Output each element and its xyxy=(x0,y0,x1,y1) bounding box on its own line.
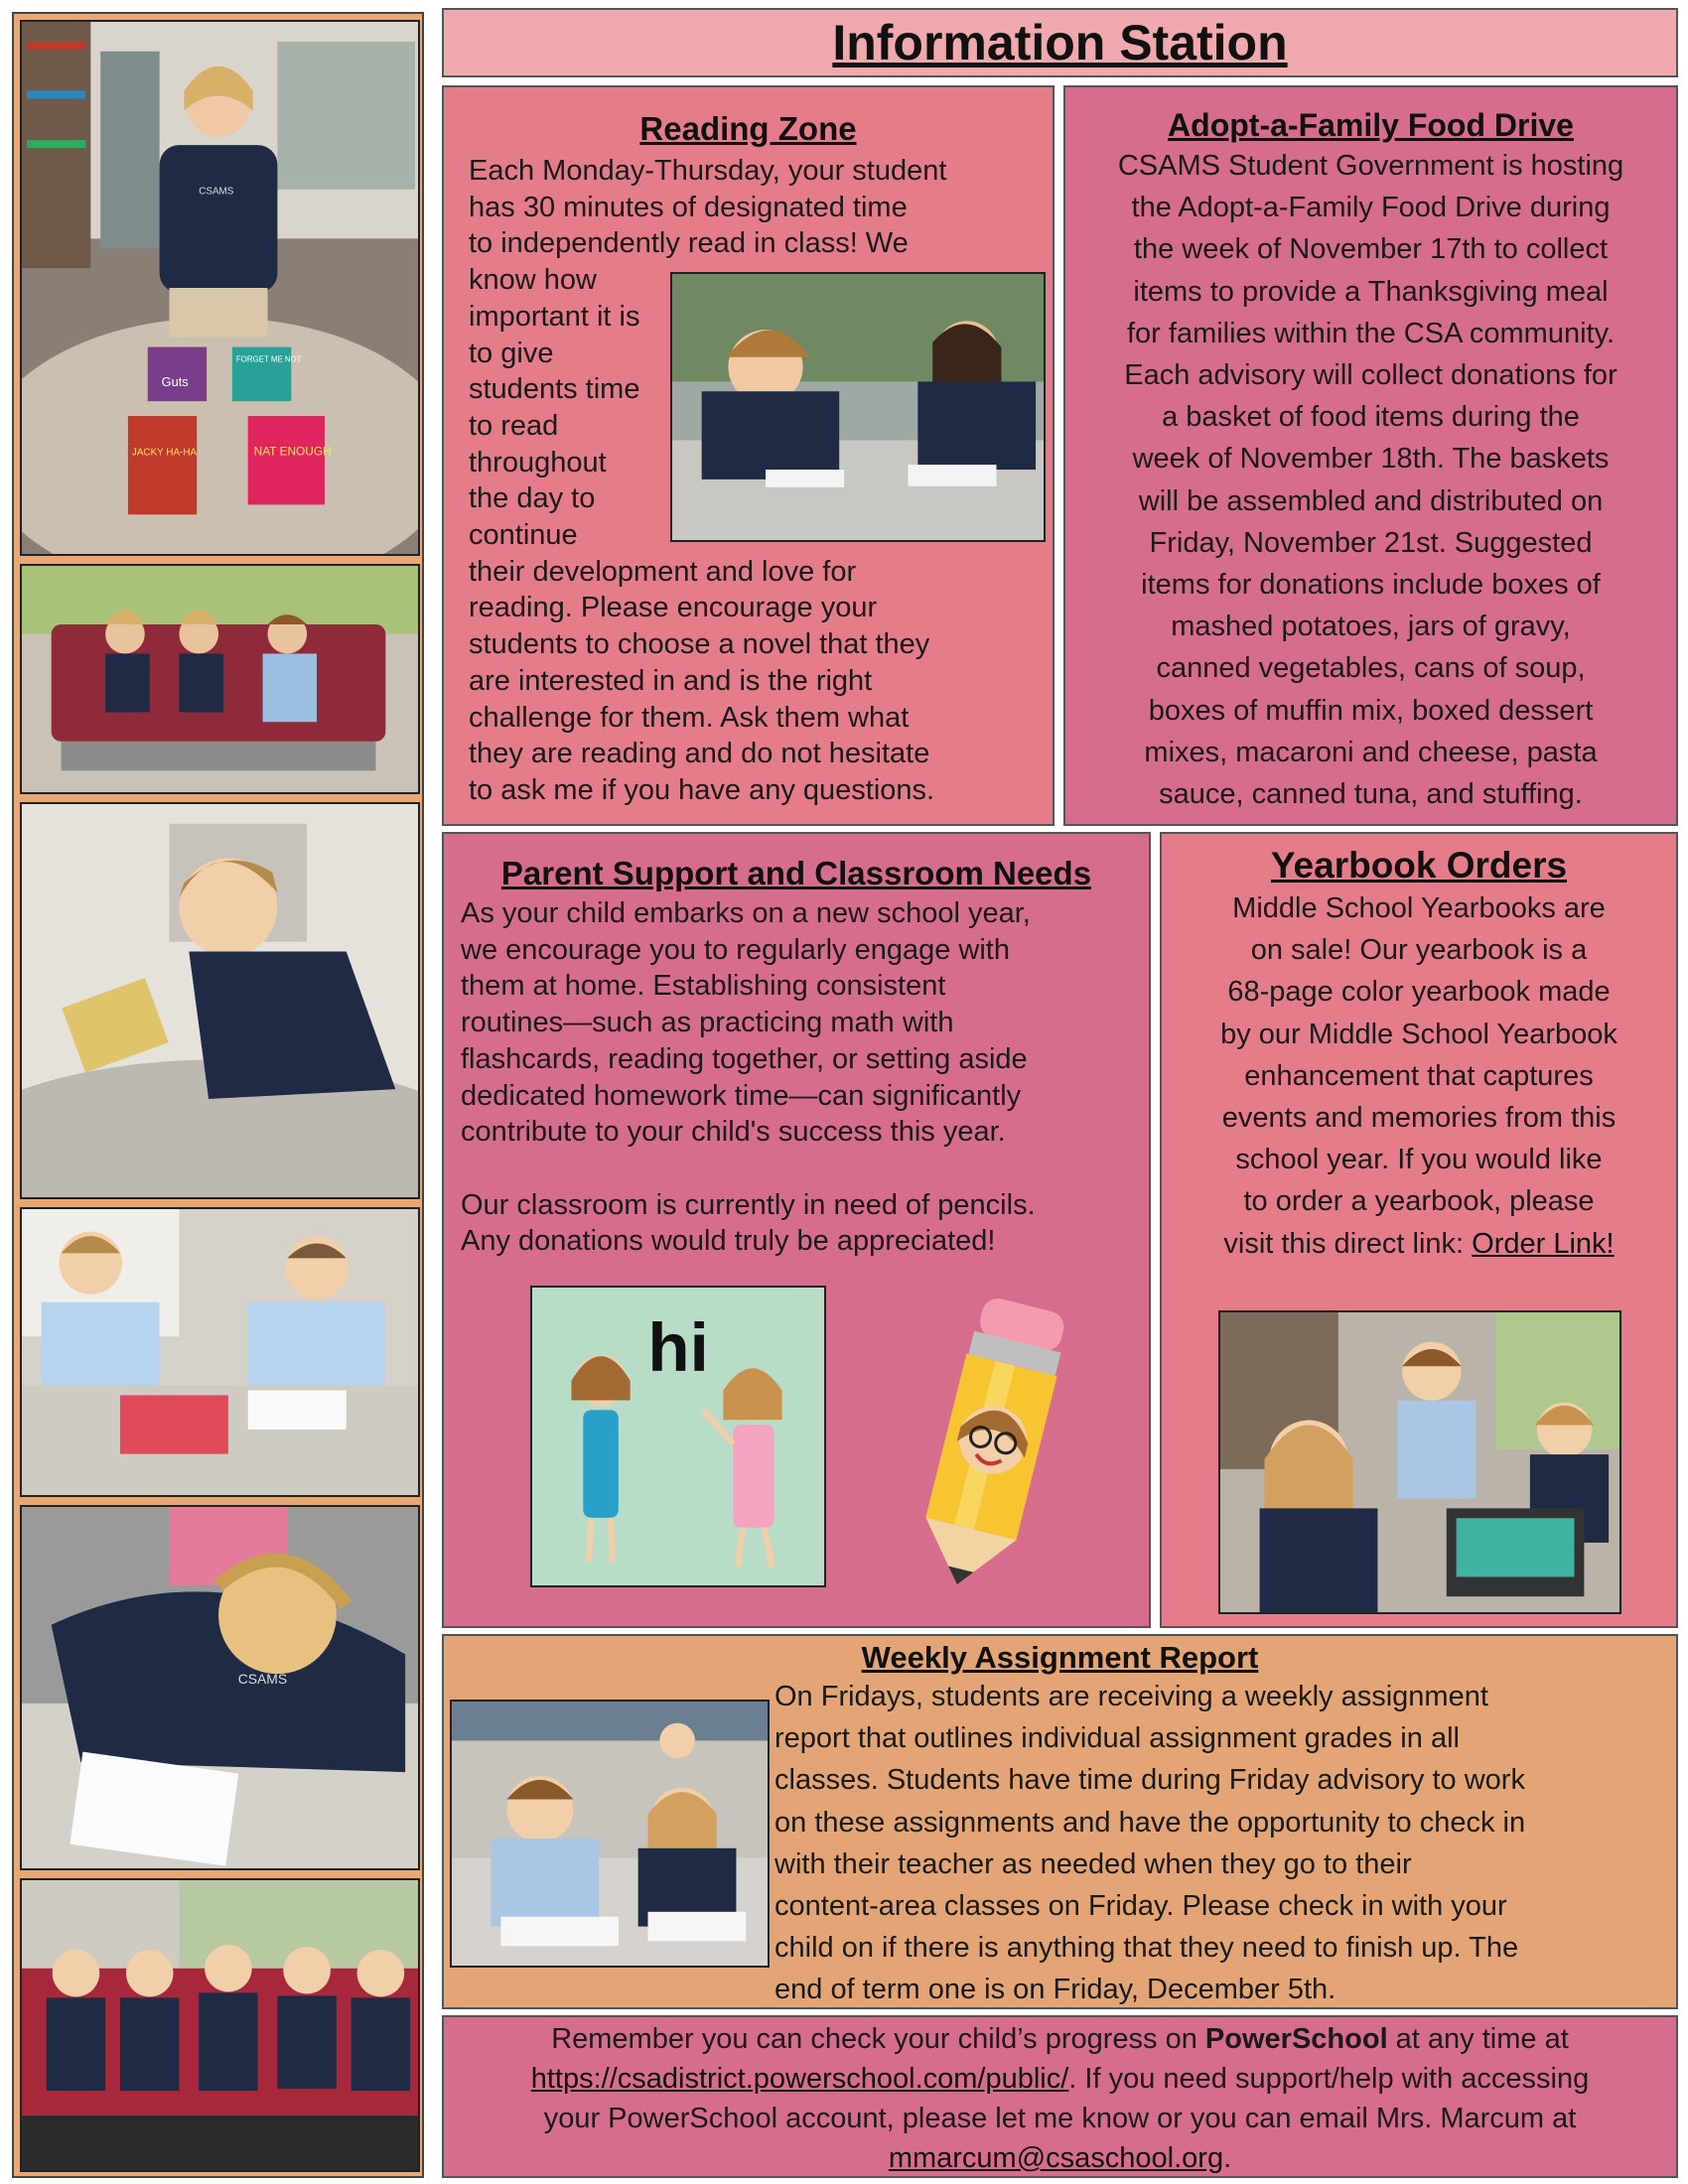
footer-help-text: . If you need support/help with accessing xyxy=(1068,2063,1590,2095)
adopt-line: items to provide a Thanksgiving meal xyxy=(1133,275,1609,308)
weekly-report-title: Weekly Assignment Report xyxy=(861,1640,1259,1675)
yearbook-panel xyxy=(1160,832,1678,1628)
yearbook-line: on sale! Our yearbook is a xyxy=(1250,934,1588,967)
photo-student-writing xyxy=(20,1505,420,1870)
book-title-jacky: JACKY HA-HA xyxy=(131,447,198,459)
weekly-line: end of term one is on Friday, December 5th. xyxy=(774,1974,1336,2006)
parent-line: routines—such as practicing math with xyxy=(461,1007,954,1039)
adopt-line: Each advisory will collect donations for xyxy=(1124,359,1618,392)
footer-panel xyxy=(442,2015,1678,2178)
order-link[interactable]: Order Link! xyxy=(1472,1227,1615,1260)
yearbook-line: enhancement that captures xyxy=(1244,1059,1594,1092)
reading-line: reading. Please encourage your xyxy=(469,592,878,624)
reading-line: has 30 minutes of designated time xyxy=(469,191,908,223)
reading-line: continue xyxy=(469,519,578,552)
parent-line: them at home. Establishing consistent xyxy=(461,970,946,1003)
adopt-line: boxes of muffin mix, boxed dessert xyxy=(1148,694,1594,727)
photo-student-reading-table xyxy=(20,802,420,1199)
book-title-nat: NAT ENOUGH xyxy=(253,444,332,459)
parent-line: we encourage you to regularly engage with xyxy=(461,933,1010,966)
shirt-logo-text: CSAMS xyxy=(199,186,234,198)
powerschool-label: PowerSchool xyxy=(1204,2023,1388,2055)
reading-zone-panel xyxy=(442,85,1055,826)
adopt-line: mixes, macaroni and cheese, pasta xyxy=(1144,736,1598,768)
reading-line: the day to xyxy=(469,482,596,515)
hi-text: hi xyxy=(647,1307,709,1386)
reading-line: their development and love for xyxy=(469,555,857,588)
photo-students-on-couch xyxy=(20,564,420,794)
book-title-guts: Guts xyxy=(161,374,189,390)
adopt-line: the Adopt-a-Family Food Drive during xyxy=(1131,192,1611,224)
reading-line: challenge for them. Ask them what xyxy=(469,701,910,734)
shirt-logo-text-2: CSAMS xyxy=(237,1671,288,1688)
parent-line: contribute to your child's success this year. xyxy=(461,1116,1006,1149)
bitmoji-hi-image xyxy=(530,1286,826,1587)
email-link[interactable]: mmarcum@csaschool.org xyxy=(888,2142,1224,2174)
adopt-line: sauce, canned tuna, and stuffing. xyxy=(1159,778,1583,811)
adopt-line: the week of November 17th to collect xyxy=(1133,233,1609,266)
photo-student-with-books xyxy=(20,20,420,556)
reading-line: to independently read in class! We xyxy=(469,227,909,260)
adopt-line: will be assembled and distributed on xyxy=(1138,484,1604,517)
parent-support-panel xyxy=(442,832,1151,1628)
adopt-a-family-text xyxy=(1065,145,1676,815)
page-header xyxy=(442,8,1678,77)
adopt-line: a basket of food items during the xyxy=(1162,401,1580,434)
photo-students-reading-class xyxy=(670,272,1046,542)
photo-students-working-table xyxy=(20,1207,420,1497)
footer-line-1 xyxy=(444,2019,1676,2059)
book-title-forget: FORGET ME NOT xyxy=(235,354,302,364)
yearbook-line: 68-page color yearbook made xyxy=(1227,976,1611,1009)
photo-weekly-students xyxy=(450,1700,770,1968)
email-suffix: . xyxy=(1223,2142,1232,2174)
parent-support-title: Parent Support and Classroom Needs xyxy=(500,855,1092,891)
photo-group-reading xyxy=(20,1878,420,2172)
reading-line: know how xyxy=(469,264,597,297)
footer-prefix: Remember you can check your child’s progress on xyxy=(551,2023,1205,2055)
page-title: Information Station xyxy=(832,15,1288,70)
weekly-report-text xyxy=(774,1676,1673,2011)
footer-line-3: your PowerSchool account, please let me know or you can email Mrs. Marcum at xyxy=(543,2103,1577,2134)
reading-line: throughout xyxy=(469,446,607,478)
reading-line: students to choose a novel that they xyxy=(469,628,930,661)
parent-line: flashcards, reading together, or setting aside xyxy=(461,1042,1028,1075)
weekly-line: report that outlines individual assignment grades in all xyxy=(774,1722,1460,1755)
reading-line: important it is xyxy=(469,300,640,333)
parent-line: As your child embarks on a new school year, xyxy=(461,897,1031,929)
reading-zone-title: Reading Zone xyxy=(639,110,857,147)
reading-line: students time xyxy=(469,373,640,406)
weekly-report-panel xyxy=(442,1634,1678,2009)
yearbook-line: by our Middle School Yearbook xyxy=(1220,1018,1618,1050)
adopt-line: items for donations include boxes of xyxy=(1141,569,1601,602)
reading-line: they are reading and do not hesitate xyxy=(469,738,930,770)
reading-line: Each Monday-Thursday, your student xyxy=(469,155,947,187)
yearbook-line: school year. If you would like xyxy=(1235,1144,1603,1176)
reading-line: are interested in and is the right xyxy=(469,664,873,697)
reading-line: to give xyxy=(469,337,554,369)
photo-column xyxy=(12,12,424,2178)
yearbook-line: to order a yearbook, please xyxy=(1243,1185,1595,1218)
adopt-line: CSAMS Student Government is hosting xyxy=(1117,150,1624,182)
yearbook-text xyxy=(1162,887,1676,1265)
adopt-line: week of November 18th. The baskets xyxy=(1132,443,1610,476)
footer-line-2 xyxy=(444,2059,1676,2099)
yearbook-last-line xyxy=(1162,1223,1676,1265)
weekly-line: child on if there is anything that they need to finish up. The xyxy=(774,1932,1519,1965)
pencil-bitmoji-image xyxy=(896,1291,1084,1598)
reading-line: to read xyxy=(469,409,559,442)
footer-text xyxy=(444,2017,1676,2178)
weekly-line: classes. Students have time during Friday advisory to work xyxy=(774,1764,1525,1797)
powerschool-url-link[interactable]: https://csadistrict.powerschool.com/public/ xyxy=(530,2063,1069,2095)
adopt-line: mashed potatoes, jars of gravy, xyxy=(1171,611,1571,643)
reading-line: to ask me if you have any questions. xyxy=(469,773,935,806)
parent-line: Any donations would truly be appreciated! xyxy=(461,1225,996,1258)
yearbook-line: Middle School Yearbooks are xyxy=(1232,892,1606,924)
yearbook-link-prefix: visit this direct link: xyxy=(1223,1227,1473,1260)
adopt-line: Friday, November 21st. Suggested xyxy=(1149,526,1593,559)
parent-line: dedicated homework time—can significantly xyxy=(461,1079,1022,1112)
weekly-line: content-area classes on Friday. Please check in with your xyxy=(774,1890,1507,1923)
adopt-a-family-title: Adopt-a-Family Food Drive xyxy=(1168,107,1574,143)
parent-line: Our classroom is currently in need of pencils. xyxy=(461,1188,1036,1221)
adopt-line: for families within the CSA community. xyxy=(1126,317,1616,349)
photo-yearbook-students xyxy=(1218,1310,1621,1614)
adopt-a-family-panel xyxy=(1063,85,1678,826)
adopt-line: canned vegetables, cans of soup, xyxy=(1156,652,1586,685)
yearbook-title: Yearbook Orders xyxy=(1270,845,1568,886)
weekly-line: on these assignments and have the opportunity to check in xyxy=(774,1806,1526,1839)
footer-line-4 xyxy=(444,2138,1676,2178)
weekly-line: On Fridays, students are receiving a weekly assignment xyxy=(774,1681,1488,1712)
weekly-line: with their teacher as needed when they go to their xyxy=(774,1847,1412,1880)
parent-support-text xyxy=(461,895,1146,1260)
footer-suffix: at any time at xyxy=(1387,2023,1569,2055)
yearbook-line: events and memories from this xyxy=(1221,1102,1617,1135)
